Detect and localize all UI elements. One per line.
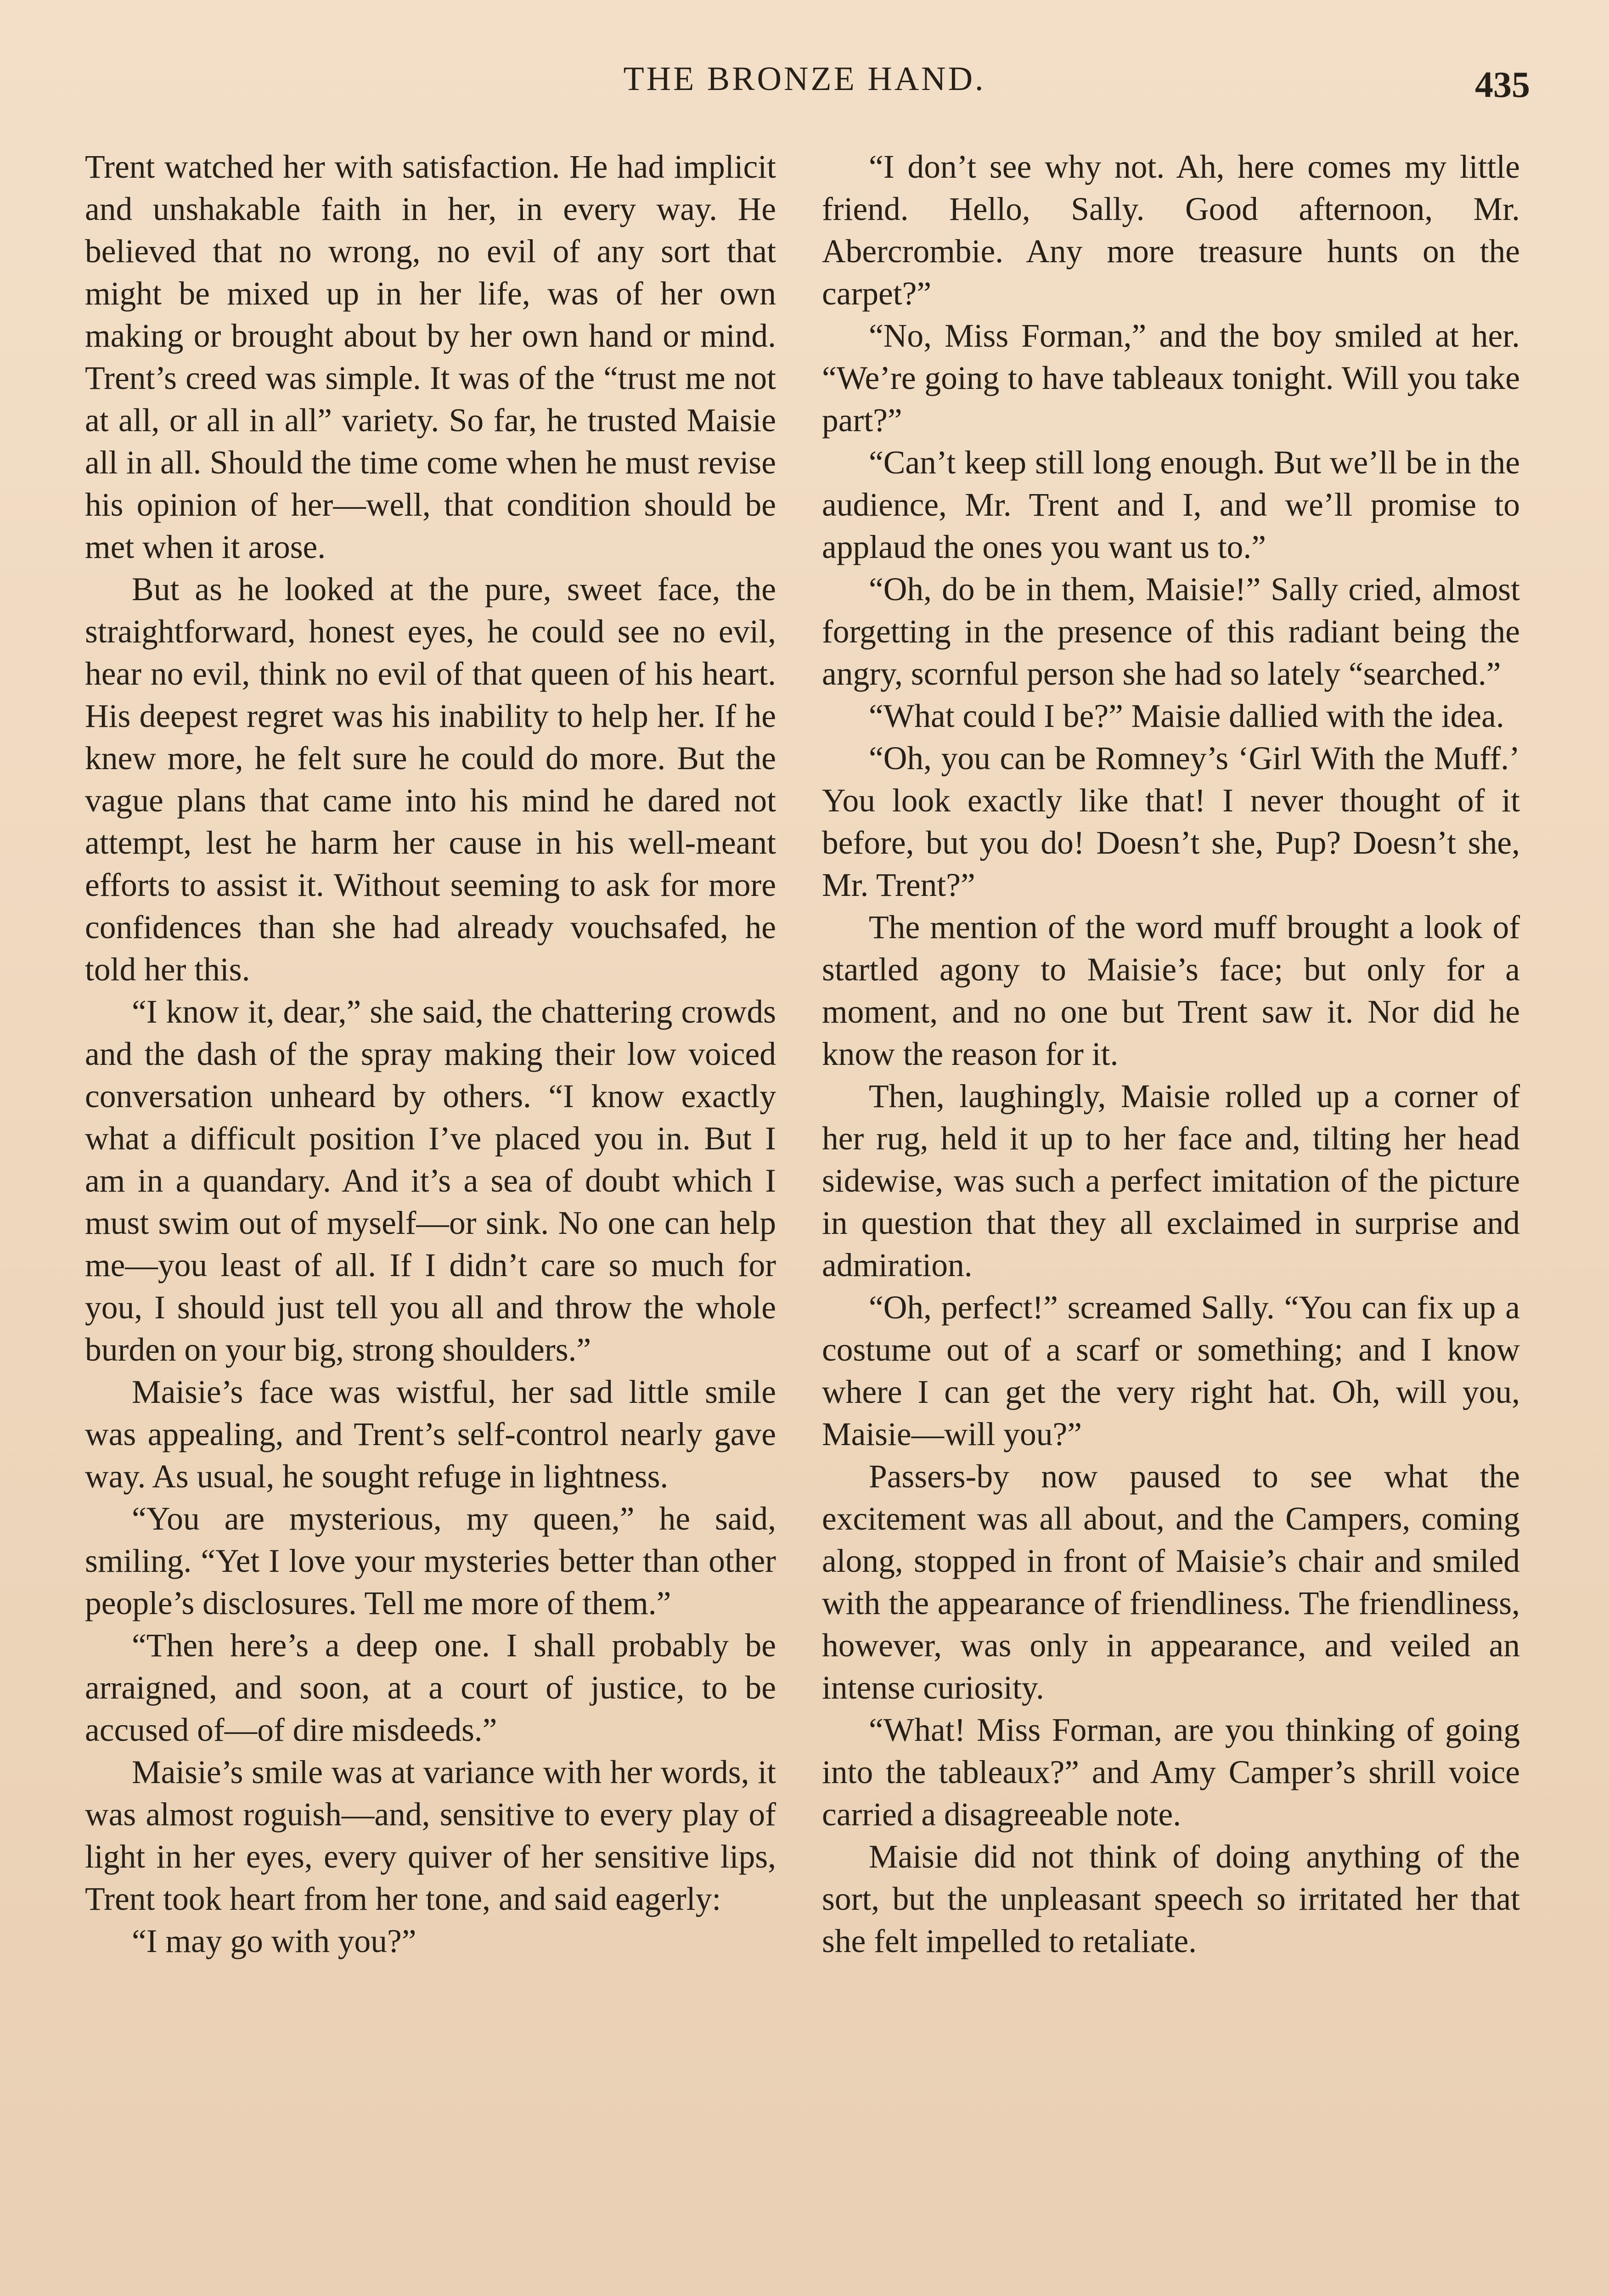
paragraph: Maisie’s smile was at variance with her words, it was almost roguish—and, sensitive to every play of light in her eyes, every quiver of her sensitive lips, Trent took heart from her tone, and said eagerly: bbox=[85, 1754, 776, 1917]
text-column-left bbox=[85, 146, 776, 1963]
paragraph: Trent watched her with satisfaction. He had implicit and unshakable faith in her, in every way. He believed that no wrong, no evil of any sort that might be mixed up in her life, was of her own making or brought about by her own hand or mind. Trent’s creed was simple. It was of the “trust me not at all, or all in all” variety. So far, he trusted Maisie all in all. Should the time come when he must revise his opinion of her—well, that condition should be met when it arose. bbox=[85, 149, 776, 565]
paragraph: The mention of the word muff brought a look of startled agony to Maisie’s face; but only for a moment, and no one but Trent saw it. Nor did he know the reason for it. bbox=[822, 909, 1520, 1072]
paragraph: “No, Miss Forman,” and the boy smiled at her. “We’re going to have tableaux tonight. Will you take part?” bbox=[822, 318, 1520, 439]
paragraph: “Oh, perfect!” screamed Sally. “You can fix up a costume out of a scarf or something; and I know where I can get the very right hat. Oh, will you, Maisie—will you?” bbox=[822, 1289, 1520, 1452]
paragraph: “I may go with you?” bbox=[132, 1923, 416, 1959]
paragraph: Passers-by now paused to see what the excitement was all about, and the Campers, coming along, stopped in front of Maisie’s chair and smiled with the appearance of friendliness. The friendliness, however, was only in appearance, and veiled an intense curiosity. bbox=[822, 1458, 1520, 1706]
paragraph: “What! Miss Forman, are you thinking of going into the tableaux?” and Amy Camper’s shrill voice carried a disagreeable note. bbox=[822, 1712, 1520, 1833]
paragraph: “Then here’s a deep one. I shall probably be arraigned, and soon, at a court of justice, to be accused of—of dire misdeeds.” bbox=[85, 1627, 776, 1748]
paragraph: “Can’t keep still long enough. But we’ll be in the audience, Mr. Trent and I, and we’ll promise to applaud the ones you want us to.” bbox=[822, 445, 1520, 565]
page-number: 435 bbox=[1475, 65, 1530, 105]
paragraph: “Oh, you can be Romney’s ‘Girl With the Muff.’ You look exactly like that! I never thought of it before, but you do! Doesn’t she, Pup? Doesn’t she, Mr. Trent?” bbox=[822, 740, 1520, 903]
paragraph: “I don’t see why not. Ah, here comes my little friend. Hello, Sally. Good afternoon, Mr. Abercrombie. Any more treasure hunts on the carpet?” bbox=[822, 149, 1520, 312]
running-title: THE BRONZE HAND. bbox=[623, 60, 986, 98]
paragraph: “Oh, do be in them, Maisie!” Sally cried, almost forgetting in the presence of this radiant being the angry, scornful person she had so lately “searched.” bbox=[822, 571, 1520, 692]
paragraph: Then, laughingly, Maisie rolled up a corner of her rug, held it up to her face and, tilting her head sidewise, was such a perfect imitation of the picture in question that they all exclaimed in surprise and admiration. bbox=[822, 1078, 1520, 1283]
paragraph: Maisie’s face was wistful, her sad little smile was appealing, and Trent’s self-control nearly gave way. As usual, he sought refuge in lightness. bbox=[85, 1374, 776, 1495]
paragraph: Maisie did not think of doing anything of the sort, but the unpleasant speech so irritated her that she felt impelled to retaliate. bbox=[822, 1839, 1520, 1959]
paragraph: But as he looked at the pure, sweet face, the straightforward, honest eyes, he could see no evil, hear no evil, think no evil of that queen of his heart. His deepest regret was his inability to help her. If he knew more, he felt sure he could do more. But the vague plans that came into his mind he dared not attempt, lest he harm her cause in his well-meant efforts to assist it. Without seeming to ask for more confidences than she had already vouchsafed, he told her this. bbox=[85, 571, 776, 988]
paragraph: “I know it, dear,” she said, the chattering crowds and the dash of the spray making their low voiced conversation unheard by others. “I know exactly what a difficult position I’ve placed you in. But I am in a quandary. And it’s a sea of doubt which I must swim out of myself—or sink. No one can help me—you least of all. If I didn’t care so much for you, I should just tell you all and throw the whole burden on your big, strong shoulders.” bbox=[85, 994, 776, 1368]
text-column-right bbox=[822, 146, 1520, 1963]
paragraph: “What could I be?” Maisie dallied with the idea. bbox=[869, 698, 1504, 734]
paragraph: “You are mysterious, my queen,” he said, smiling. “Yet I love your mysteries better than other people’s disclosures. Tell me more of them.” bbox=[85, 1501, 776, 1621]
